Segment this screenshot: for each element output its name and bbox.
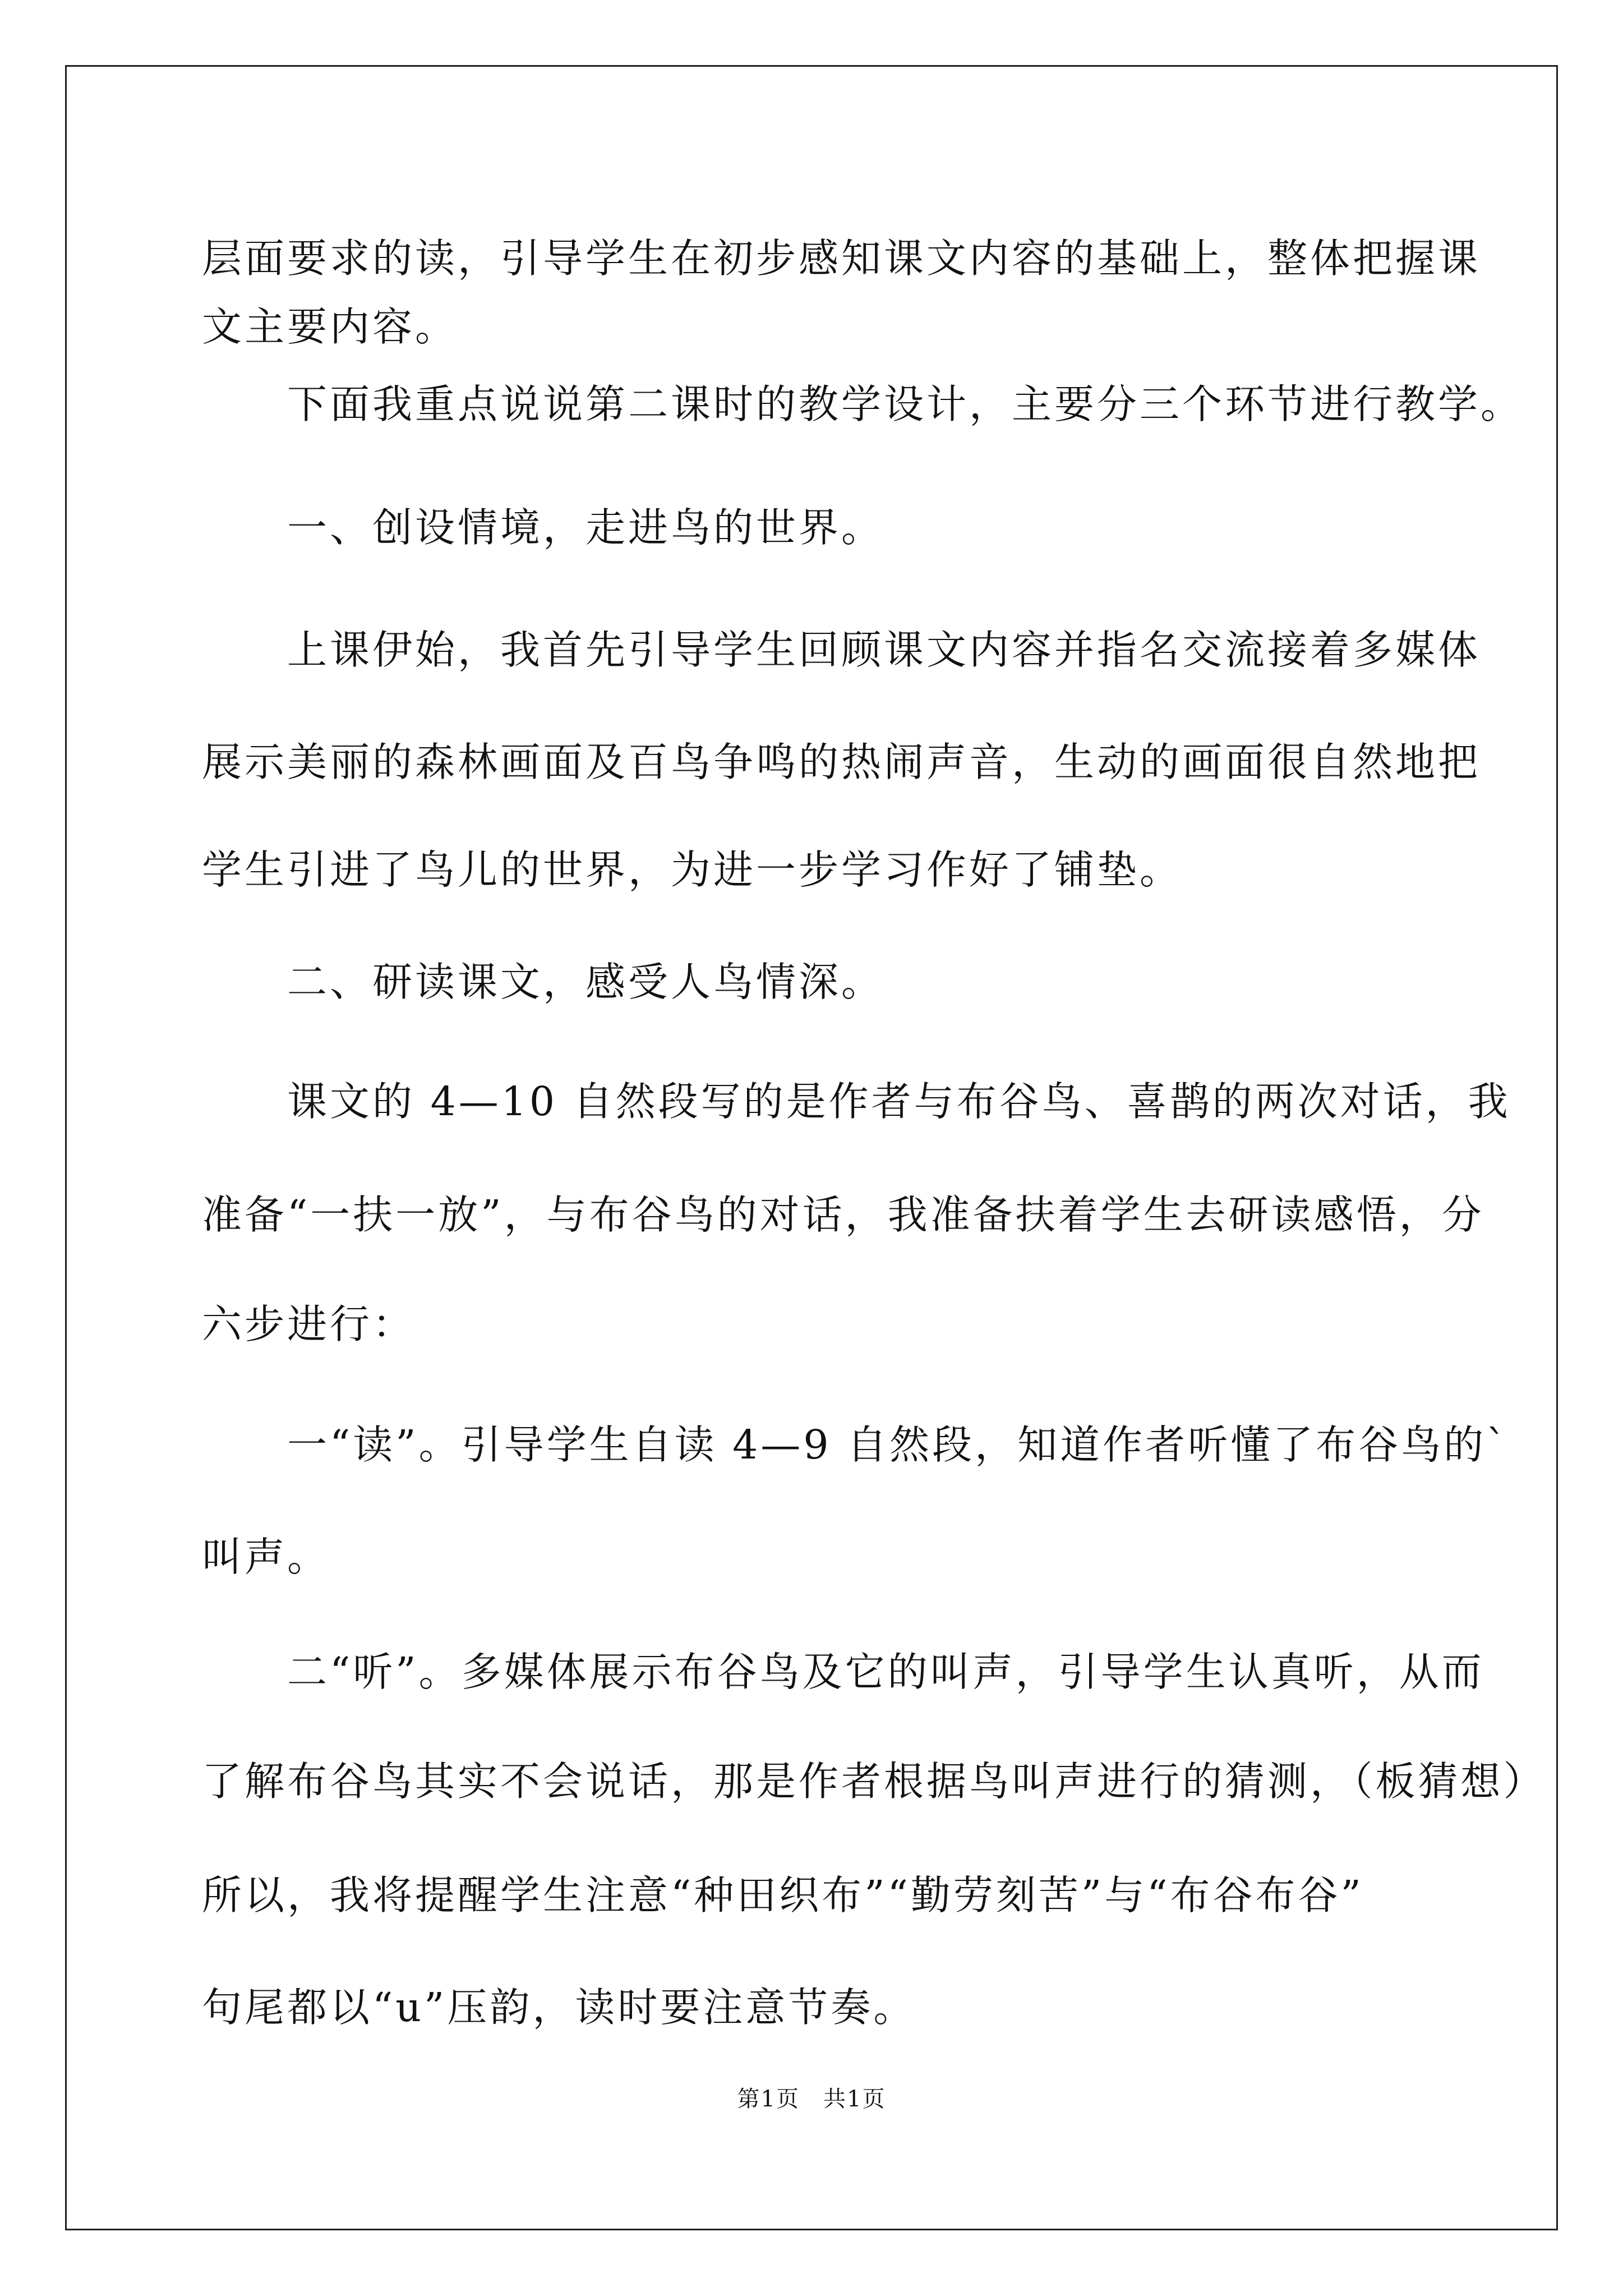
text-line-4: 一、创设情境，走进鸟的世界。 (202, 504, 884, 551)
text-line-16: 所以，我将提醒学生注意“种田织布”“勤劳刻苦”与“布谷布谷” (202, 1872, 1364, 1918)
text-line-14: 二“听”。多媒体展示布谷鸟及它的叫声，引导学生认真听，从而 (202, 1649, 1484, 1695)
text-line-1: 层面要求的读，引导学生在初步感知课文内容的基础上，整体把握课 (202, 235, 1481, 282)
text-line-3: 下面我重点说说第二课时的教学设计，主要分三个环节进行教学。 (202, 381, 1524, 427)
page-footer: 第1页 共1页 (737, 2086, 886, 2112)
text-line-5: 上课伊始，我首先引导学生回顾课文内容并指名交流接着多媒体 (202, 627, 1481, 673)
text-line-2: 文主要内容。 (202, 303, 458, 350)
text-line-6: 展示美丽的森林画面及百鸟争鸣的热闹声音，生动的画面很自然地把 (202, 739, 1481, 785)
text-line-9: 课文的 4—10 自然段写的是作者与布谷鸟、喜鹊的两次对话，我 (202, 1078, 1511, 1125)
text-line-13: 叫声。 (202, 1534, 330, 1580)
text-line-11: 六步进行： (202, 1301, 416, 1347)
text-line-17: 句尾都以“u”压韵，读时要注意节奏。 (202, 1984, 916, 2031)
text-line-10: 准备“一扶一放”，与布谷鸟的对话，我准备扶着学生去研读感悟，分 (202, 1191, 1484, 1238)
text-line-12: 一“读”。引导学生自读 4—9 自然段，知道作者听懂了布谷鸟的` (202, 1421, 1509, 1468)
text-line-15: 了解布谷鸟其实不会说话，那是作者根据鸟叫声进行的猜测，（板猜想） (202, 1758, 1546, 1805)
text-line-8: 二、研读课文，感受人鸟情深。 (202, 959, 884, 1005)
text-line-7: 学生引进了鸟儿的世界，为进一步学习作好了铺垫。 (202, 846, 1183, 893)
